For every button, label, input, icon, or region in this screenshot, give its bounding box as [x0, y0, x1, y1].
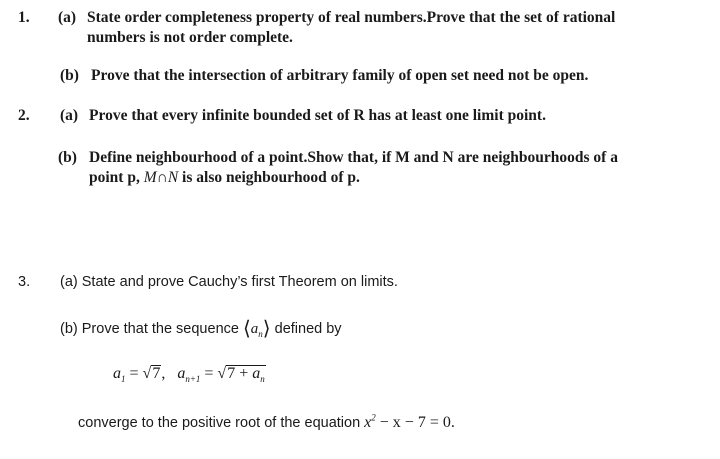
q2b-line2-pre: point p, — [89, 169, 140, 186]
q1b-label: (b) — [60, 67, 79, 84]
formula-sqrt1: 7 — [152, 365, 161, 382]
q2b-line2 — [89, 169, 360, 187]
left-angle-bracket-icon: ⟨ — [242, 316, 251, 340]
formula-sqrt2: $7 + a_n$ — [227, 365, 265, 385]
q3a-text: (a) State and prove Cauchy’s first Theorem on limits. — [60, 274, 398, 290]
formula-eq1: = — [125, 365, 143, 382]
q2b-label: (b) — [58, 149, 77, 166]
q2a-text: Prove that every infinite bounded set of R has at least one limit point. — [89, 107, 546, 124]
formula-comma: , — [161, 365, 166, 382]
q2-number: 2. — [18, 107, 30, 124]
q2b-line1: Define neighbourhood of a point.Show that, if M and N are neighbourhoods of a — [89, 149, 618, 166]
sqrt-icon: √ — [142, 365, 152, 382]
q2a-label: (a) — [60, 107, 79, 124]
equation: $x^2 - x - 7 = 0$. — [364, 412, 455, 431]
formula-an1: $a_{n+1}$ — [177, 365, 201, 385]
right-angle-bracket-icon: ⟩ — [262, 316, 271, 340]
q3b-post: defined by — [270, 321, 342, 337]
q3-number: 3. — [18, 274, 31, 290]
sqrt-icon-2: √ — [217, 365, 227, 382]
q2b-intersection-math: M∩N — [143, 169, 179, 186]
q3b-text-line — [60, 316, 342, 340]
q3-convergence-line — [78, 414, 455, 432]
q3b-text: (b) Prove that the sequence — [60, 321, 239, 337]
q1a-label: (a) — [58, 9, 77, 26]
q1a-line1: State order completeness property of real numbers.Prove that the set of rational — [87, 9, 616, 26]
q3-conv-text: converge to the positive root of the equation — [78, 415, 365, 431]
q2b-line2-post: is also neighbourhood of p. — [178, 169, 360, 186]
sequence-formula — [113, 365, 266, 383]
formula-eq2: = — [200, 365, 218, 382]
formula-a1: $a_1$ — [113, 365, 126, 385]
q1b-text: Prove that the intersection of arbitrary family of open set need not be open. — [91, 67, 589, 84]
q1-number: 1. — [18, 9, 30, 26]
q1a-line2: numbers is not order complete. — [87, 29, 293, 46]
q3b-sequence: $a_n$ — [250, 321, 263, 339]
